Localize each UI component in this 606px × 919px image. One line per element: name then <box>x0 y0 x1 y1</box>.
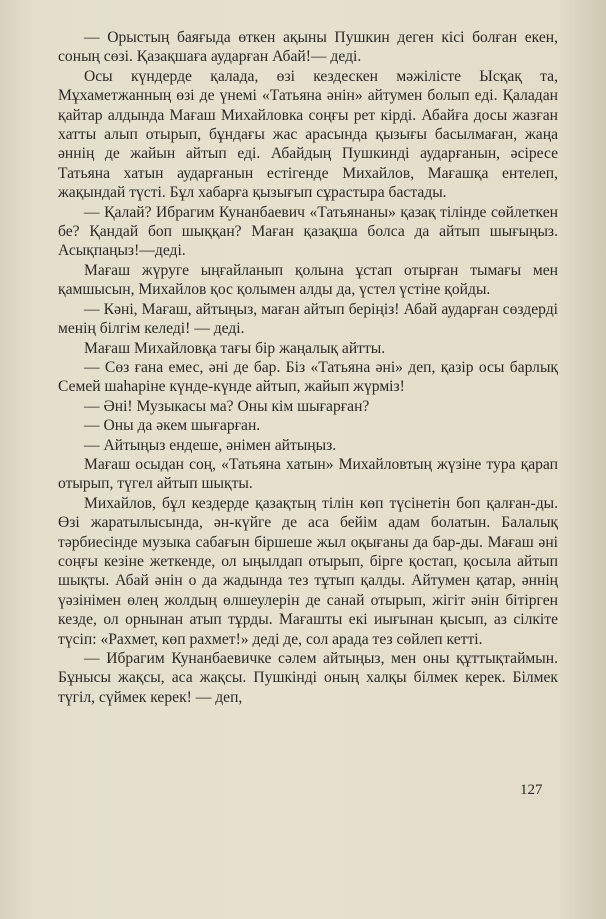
paragraph: — Айтыңыз ендеше, әнімен айтыңыз. <box>84 436 337 454</box>
paragraph: — Сөз ғана емес, әні де бар. Біз «Татьяна әні» деп, қазір осы барлық Семей шаһаріне күнде-күнде айтып, жайып жүрміз! <box>58 358 558 396</box>
paragraph: Осы күндерде қалада, өзі кездескен мәжілісте Ысқақ та, Мұхаметжанның өзі де үнемі «Татьяна әнін» айтумен болып еді. Қаладан қайтар алдында Мағаш Михайловка соңғы рет кірді. Абайға досы жазған хатты алып отырып, бұндағы жас арасында қызығы басылмаған, жаңа әннің де жайын айтып еді. Абайдың Пушкинді аударғанын, әсіресе Татьяна хатын аударғанын естігенде Михайлов, Мағашқа ентелеп, жақындай түсті. Бұл хабарға қызығып сұрастыра бастады. <box>58 67 558 202</box>
paragraph: — Қалай? Ибрагим Кунанбаевич «Татьянаны» қазақ тілінде сөйлеткен бе? Қандай боп шыққан? Маған қазақша болса да айтып шығыңыз. Асықпаңыз!—деді. <box>58 203 558 260</box>
paragraph: Мағаш Михайловқа тағы бір жаңалық айтты. <box>84 339 386 357</box>
paragraph: Мағаш жүруге ыңғайланып қолына ұстап отырған тымағы мен қамшысын, Михайлов қос қолымен алды да, үстел үстіне қойды. <box>58 261 558 299</box>
paragraph: — Оны да әкем шығарған. <box>84 417 261 435</box>
paragraph: — Кәні, Мағаш, айтыңыз, маған айтып беріңіз! Абай аударған сөздерді менің білгім келеді! — деді. <box>58 300 558 338</box>
paragraph: — Орыстың баяғыда өткен ақыны Пушкин деген кісі болған екен, соның сөзі. Қазақшаға аударған Абай!— деді. <box>58 29 558 66</box>
paragraph: Мағаш осыдан соң, «Татьяна хатын» Михайловтың жүзіне тура қарап отырып, түгел айтып шықты. <box>58 455 558 493</box>
paragraph: Михайлов, бұл кездерде қазақтың тілін көп түсінетін боп қалған-ды. Өзі жаратылысында, ән-күйге де аса бейім адам болатын. Балалық тәрбиесінде музыка сабағын біршеше жыл оқығаны да бар-ды. Мағаш әні соңғы кезіне жеткенде, ол ыңылдап отырып, бірге қостап, қосыла айтып шықты. Абай әнін о да жадында тез тұтып қалды. Айтумен қатар, әннің үәзінімен өлең жолдың өлшеулерін де санай отырып, жігіт әнін бітірген кезде, ол орнынан атып тұрды. Мағашты екі иығынан қысып, аз сілкіте түсіп: «Рахмет, көп рахмет!» деді де, сол арада тез сөйлеп кетті. <box>58 494 558 648</box>
body-text <box>58 28 558 707</box>
page-number: 127 <box>520 782 543 798</box>
paragraph: — Ибрагим Кунанбаевичке сәлем айтыңыз, мен оны құттықтаймын. Бұнысы жақсы, аса жақсы. Пушкінді оның халқы білмек керек. Білмек түгіл, сүймек керек! — деп, <box>58 650 558 706</box>
paragraph: — Әні! Музыкасы ма? Оны кім шығарған? <box>84 397 370 415</box>
